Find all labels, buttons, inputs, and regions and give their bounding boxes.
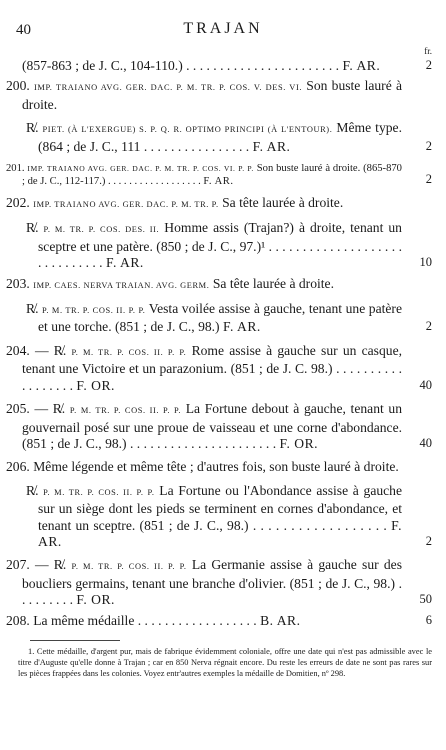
catalog-entry-reverse [0,483,446,551]
footnote: 1. Cette médaille, d'argent pur, mais de fabrique évidemment coloniale, offre une date qui n'est pas admissible avec le titre d'Auguste qu'elle donne à Trajan ; car en 850 Nerva régnait encore. Du reste les erreurs de date ne sont pas rares sur les pièces frappées dans les colonies. Voyez entr'autres exemples la médaille de Domitien, nº 298. [18,647,432,679]
catalog-entry [0,78,446,113]
entry-legend: P. M. TR. P. COS. II. P. P. [42,306,146,316]
entry-text: Son buste lauré à droite. (865-870 ; de J. C., 112-117.) . . . . . . . . . . . . . . . . . . [22,163,402,188]
entry-legend: PIET. (À L'EXERGUE) S. P. Q. R. OPTIMO PRINCIPI (À L'ENTOUR). [42,125,333,135]
entry-legend: P. M. TR. P. COS. II. P. P. [71,562,187,572]
catalog-entry [0,343,446,394]
entry-metal: F. AR. [252,138,291,154]
entry-metal: F. AR. [105,255,144,271]
catalog-entry [0,195,446,213]
entry-number: 205. — R̸. [6,401,66,417]
entry-metal: F. AR. [342,58,381,73]
entry-metal: F. OR. [279,435,319,451]
entry-text: La même médaille . . . . . . . . . . . . . . . . . . [33,612,257,628]
entry-metal: F. OR. [76,592,115,608]
entry-value: 2 [425,319,432,334]
entry-legend: IMP. CAES. NERVA TRAIAN. AVG. GERM. [33,280,210,290]
footnote-rule [30,640,120,641]
catalog-entry-reverse [0,120,446,155]
entry-value: 2 [425,58,432,72]
entry-metal: B. AR. [260,612,301,628]
entry-number: R̸. [26,220,39,236]
entry-number: R̸. [26,301,39,317]
entry-legend: P. M. TR. P. COS. II. P. P. [71,347,187,357]
entry-text: La Fortune ou l'Abondance assise à gauche sur un siège dont les pieds se terminent en cornes d'abondance, et tenant un sceptre. (851 ; de J. C., 98.) . . . . . . . . . . . . . . . . . . [38,482,403,533]
entry-legend: IMP. TRAIANO AVG. GER. DAC. P. M. TR. P. COS. V. DES. VI. [34,83,303,93]
entry-number: 202. [6,195,30,211]
catalog-entry [0,58,446,74]
catalog-entry [0,459,446,475]
catalog-entry [0,613,446,629]
entry-number: 206. [6,459,30,475]
catalog-entry [0,276,446,294]
entry-legend: P. M. TR. P. COS. DES. II. [43,225,160,235]
entry-text: Homme assis (Trajan?) à droite, tenant un sceptre et une patère. (850 ; de J. C., 97.)¹ . . . . . . . . . . . . . . . . . . . . . . . . . . . . . . [38,220,402,271]
entry-value: 50 [419,592,432,607]
entry-legend: P. M. TR. P. COS. II. P. P. [69,406,182,416]
entry-value: 10 [419,255,432,270]
entry-number: 207. — R̸. [6,557,67,573]
page-header [0,20,446,56]
entry-text: Même type. (864 ; de J. C., 111 . . . . . . . . . . . . . . . . [38,120,402,154]
entry-value: 6 [425,612,432,627]
entry-legend: IMP. TRAIANO AVG. GER. DAC. P. M. TR. P. [33,200,219,210]
entry-text: Même légende et même tête ; d'autres fois, son buste lauré à droite. [33,459,399,475]
catalog-entry-reverse [0,220,446,271]
entry-metal: F. OR. [76,377,115,393]
entry-legend: IMP. TRAIANO AVG. GER. DAC. P. M. TR. P. COS. VI. P. P. [27,164,254,174]
entry-text: Sa tête laurée à droite. [212,275,334,291]
entry-legend: P. M. TR. P. COS. II. P. P. [43,487,155,497]
entry-text: Sa tête laurée à droite. [222,195,344,211]
catalog-entry [0,401,446,452]
running-title: TRAJAN [183,20,263,37]
entry-text: (857-863 ; de J. C., 104-110.) . . . . . . . . . . . . . . . . . . . . . . . [22,58,340,73]
entry-value: 40 [419,377,432,392]
catalog-entry-reverse [0,301,446,336]
catalog-entry [0,162,446,188]
entry-value: 2 [425,138,432,153]
entry-text: Son buste lauré à droite. [22,78,402,112]
entry-number: 203. [6,275,30,291]
entry-value: 40 [419,435,432,450]
entry-number: 201. [6,163,25,175]
entry-metal: F. AR. [223,319,261,335]
entry-number: 208. [6,612,30,628]
entry-number: 200. [6,78,30,94]
entry-number: 204. — R̸. [6,342,67,358]
entry-number: R̸. [26,120,39,136]
entry-value: 2 [425,171,432,186]
entry-number: R̸. [26,482,39,498]
entry-metal: F. AR. [38,517,403,549]
value-column-label: fr. [424,46,432,56]
entry-text: La Fortune debout à gauche, tenant un gouvernail posé sur une proue de vaisseau et une corne d'abondance. (851 ; de J. C., 98.) . . . . . . . . . . . . . . . . . . . . . . [22,401,403,451]
entry-text: Vesta voilée assise à gauche, tenant une patère et une torche. (851 ; de J. C., 98.) [38,301,402,335]
entry-metal: F. AR. [203,176,234,188]
entry-text: Rome assise à gauche sur un casque, tenant une Victoire et un parazonium. (851 ; de J. C. 98.) . . . . . . . . . . . . . . . . . . [22,342,402,393]
catalog-entries [0,58,446,629]
page-number: 40 [16,22,31,38]
catalog-entry [0,557,446,608]
entry-text: La Germanie assise à gauche sur des boucliers germains, tenant une branche d'olivier. (851 ; de J. C., 98.) . . . . . . . . . [22,557,402,608]
entry-value: 2 [425,533,432,548]
